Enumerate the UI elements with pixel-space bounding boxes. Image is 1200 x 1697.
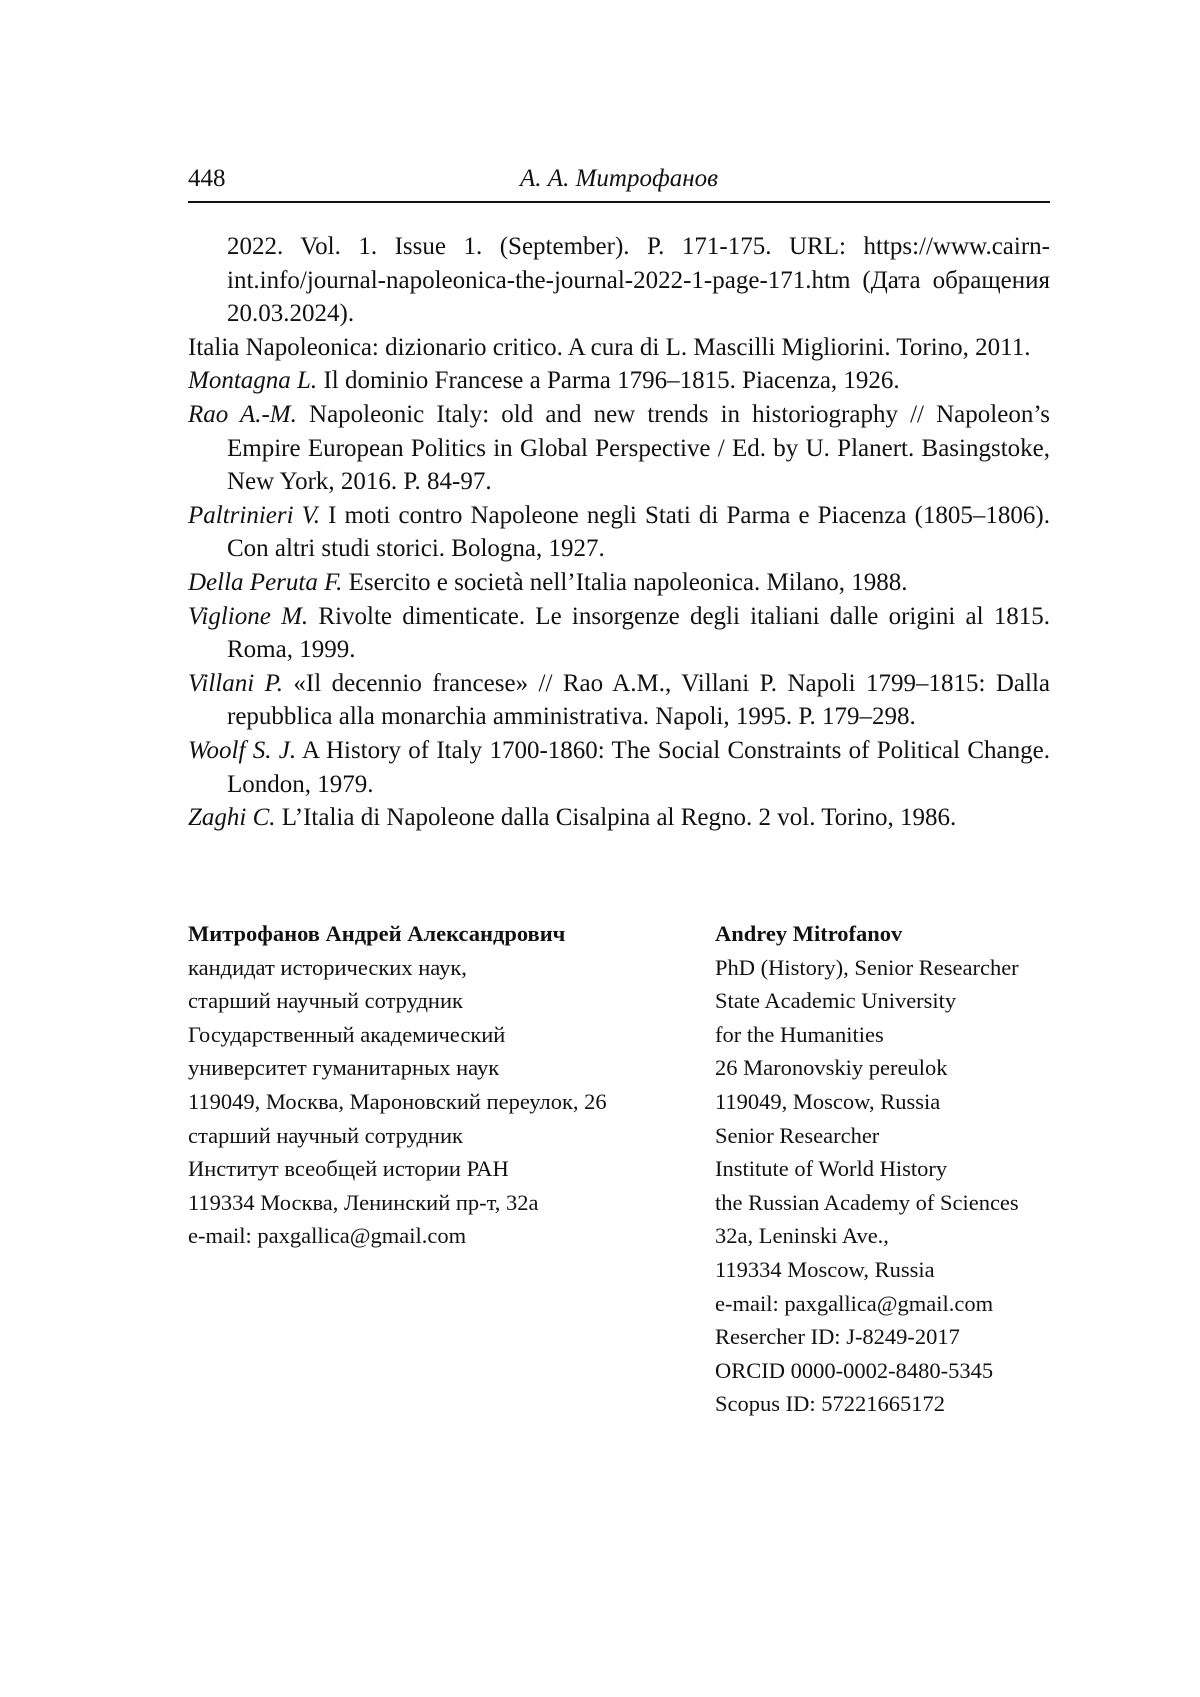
reference-text: Napoleonic Italy: old and new trends in historiography // Napoleon’s Empire European Politics in Global Perspective / Ed. by U. Planert. Basingstoke, New York, 2016. P. 84-97.	[227, 400, 1050, 496]
author-email: e-mail: paxgallica@gmail.com	[188, 1223, 467, 1249]
author-affiliation: for the Humanities	[715, 1021, 884, 1047]
author-researcher-id: Resercher ID: J-8249-2017	[715, 1324, 960, 1350]
reference-text: Esercito e società nell’Italia napoleonica. Milano, 1988.	[348, 568, 908, 596]
author-affiliation: Институт всеобщей истории РАН	[188, 1156, 509, 1182]
reference-author: Paltrinieri V.	[188, 501, 320, 529]
reference-entry	[188, 600, 1050, 667]
reference-text: Il dominio Francese a Parma 1796–1815. Piacenza, 1926.	[323, 367, 900, 395]
reference-entry	[188, 566, 1050, 600]
author-affiliation: the Russian Academy of Sciences	[715, 1189, 1019, 1215]
reference-text: I moti contro Napoleone negli Stati di Parma e Piacenza (1805–1806). Con altri studi storici. Bologna, 1927.	[227, 501, 1050, 563]
reference-author: Della Peruta F.	[188, 568, 343, 596]
reference-text: Rivolte dimenticate. Le insorgenze degli italiani dalle origini al 1815. Roma, 1999.	[227, 602, 1051, 664]
author-info-english	[715, 917, 1050, 1421]
reference-entry	[188, 398, 1050, 499]
author-position: старший научный сотрудник	[188, 1122, 463, 1148]
reference-text: 2022. Vol. 1. Issue 1. (September). P. 171-175. URL: https://www.cairn-int.info/journal-napoleonica-the-journal-2022-1-page-171.htm (Дата обращения 20.03.2024).	[227, 233, 1050, 328]
author-position: Senior Researcher	[715, 1122, 880, 1148]
author-email: e-mail: paxgallica@gmail.com	[715, 1290, 994, 1316]
author-affiliation: Institute of World History	[715, 1156, 948, 1182]
reference-entry	[188, 364, 1050, 398]
reference-list	[188, 230, 1050, 835]
author-affiliation: университет гуманитарных наук	[188, 1055, 500, 1081]
reference-author: Zaghi C.	[188, 804, 276, 832]
author-name-english: Andrey Mitrofanov	[715, 921, 903, 946]
running-head	[188, 161, 1050, 203]
running-title: А. А. Митрофанов	[520, 165, 718, 192]
author-address: 119334 Москва, Ленинский пр-т, 32а	[188, 1189, 539, 1215]
page	[188, 0, 1050, 1697]
reference-author: Woolf S. J.	[188, 736, 297, 764]
reference-entry	[188, 801, 1050, 835]
reference-text: A History of Italy 1700-1860: The Social Constraints of Political Change. London, 1979.	[227, 736, 1050, 798]
reference-author: Viglione M.	[188, 602, 309, 630]
page-number: 448	[188, 165, 226, 192]
author-degree: кандидат исторических наук,	[188, 954, 467, 980]
reference-entry	[188, 230, 1050, 331]
reference-author: Montagna L.	[188, 367, 318, 395]
author-info-russian	[188, 917, 688, 1253]
author-affiliation: State Academic University	[715, 988, 957, 1014]
author-position: старший научный сотрудник	[188, 988, 463, 1014]
reference-text: «Il decennio francese» // Rao A.M., Villani P. Napoli 1799–1815: Dalla repubblica alla monarchia amministrativa. Napoli, 1995. P. 179–298.	[227, 669, 1050, 731]
author-address: 26 Maronovskiy pereulok	[715, 1055, 948, 1081]
reference-author: Villani P.	[188, 669, 283, 697]
reference-entry	[188, 734, 1050, 801]
author-affiliation: Государственный академический	[188, 1021, 506, 1047]
author-name-russian: Митрофанов Андрей Александрович	[188, 921, 566, 946]
author-orcid: ORCID 0000-0002-8480-5345	[715, 1357, 994, 1383]
author-address: 32a, Leninski Ave.,	[715, 1223, 889, 1249]
reference-text: L’Italia di Napoleone dalla Cisalpina al Regno. 2 vol. Torino, 1986.	[281, 804, 957, 832]
author-address: 119334 Moscow, Russia	[715, 1256, 935, 1282]
reference-entry	[188, 499, 1050, 566]
reference-entry	[188, 667, 1050, 734]
author-address: 119049, Moscow, Russia	[715, 1088, 941, 1114]
author-degree: PhD (History), Senior Researcher	[715, 954, 1019, 980]
author-address: 119049, Москва, Мароновский переулок, 26	[188, 1088, 607, 1114]
reference-author: Rao A.-M.	[188, 400, 297, 428]
reference-entry	[188, 331, 1050, 365]
author-scopus-id: Scopus ID: 57221665172	[715, 1391, 945, 1417]
reference-text: Italia Napoleonica: dizionario critico. A cura di L. Mascilli Migliorini. Torino, 2011.	[188, 333, 1031, 361]
